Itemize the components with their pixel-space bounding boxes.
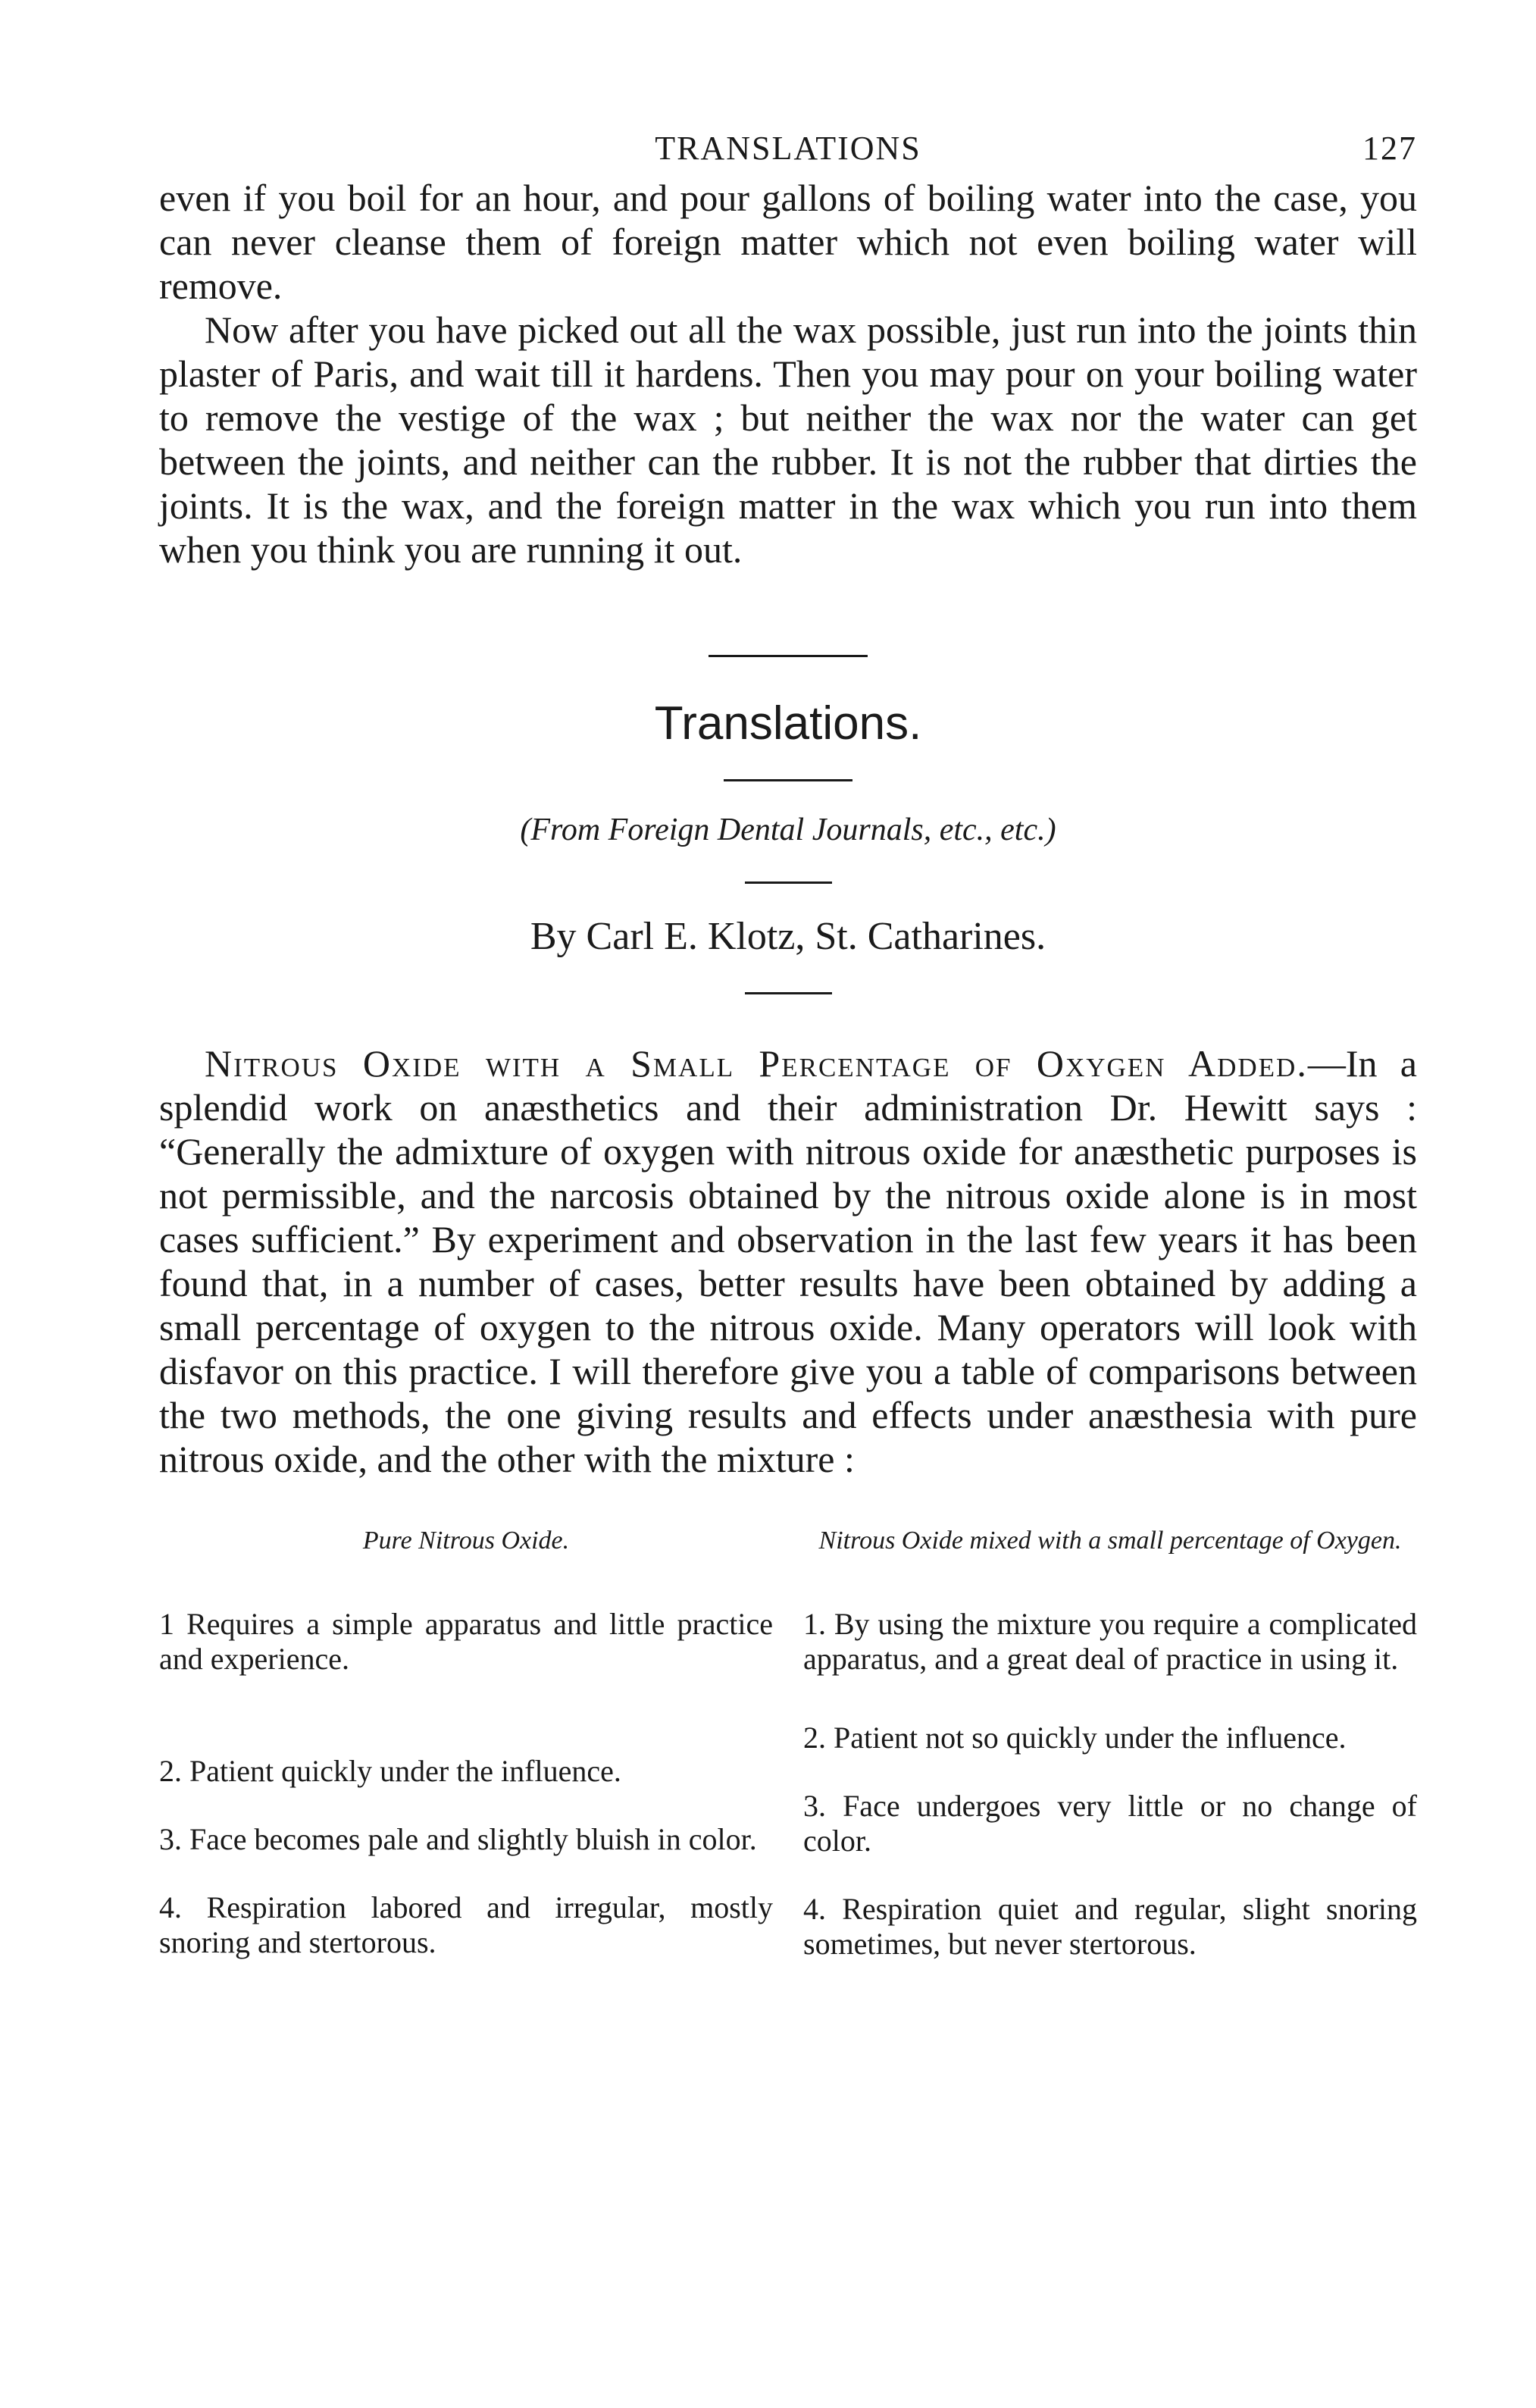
comparison-item: 3. Face undergoes very little or no change of color. xyxy=(803,1789,1417,1858)
comparison-item: 2. Patient not so quickly under the influence. xyxy=(803,1721,1347,1755)
column-heading: Pure Nitrous Oxide. xyxy=(362,1527,570,1555)
column-heading: Nitrous Oxide mixed with a small percentage of Oxygen. xyxy=(818,1527,1402,1555)
continued-paragraph: Now after you have picked out all the wax possible, just run into the joints thin plaster of Paris, and wait till it hardens. Then you may pour on your boiling water to remove the vestige of the wax ; but neither the wax nor the water can get between the joints, and neither can the rubber. It is not the rubber that dirties the joints. It is the wax, and the foreign matter in the wax which you run into them when you think you are running it out. xyxy=(159,308,1417,571)
section-title: Translations. xyxy=(654,697,922,750)
article-paragraph xyxy=(159,1041,1417,1481)
article-body: —In a splendid work on anæsthetics and their administration Dr. Hewitt says : “Generally the admixture of oxygen with nitrous oxide for anæsthetic purposes is not permissible, and the narcosis obtained by the nitrous oxide alone is in most cases sufficient.” By experiment and observation in the last few years it has been found that, in a number of cases, better results have been obtained by adding a small percentage of oxygen to the nitrous oxide. Many operators will look with disfavor on this practice. I will therefore give you a table of comparisons between the two methods, the one giving results and effects under anæsthesia with pure nitrous oxide, and the other with the mixture : xyxy=(159,1042,1417,1480)
continued-paragraph: even if you boil for an hour, and pour gallons of boiling water into the case, you can never cleanse them of foreign matter which not even boiling water will remove. xyxy=(159,177,1417,307)
comparison-item: 1. By using the mixture you require a complicated apparatus, and a great deal of practice in using it. xyxy=(803,1607,1417,1676)
source-line: (From Foreign Dental Journals, etc., etc.) xyxy=(520,813,1056,847)
comparison-item: 4. Respiration labored and irregular, mostly snoring and stertorous. xyxy=(159,1890,773,1959)
running-head-title: TRANSLATIONS xyxy=(655,130,921,167)
comparison-column-left xyxy=(159,1527,773,1962)
article-lead-in: Nitrous Oxide with a Small Percentage of Oxygen Added. xyxy=(205,1042,1308,1085)
comparison-item: 2. Patient quickly under the influence. xyxy=(159,1754,621,1788)
comparison-column-right xyxy=(803,1527,1417,1962)
comparison-item: 1 Requires a simple apparatus and little practice and experience. xyxy=(159,1607,773,1676)
byline: By Carl E. Klotz, St. Catharines. xyxy=(530,915,1046,958)
comparison-item: 4. Respiration quiet and regular, slight snoring sometimes, but never stertorous. xyxy=(803,1892,1417,1961)
comparison-item: 3. Face becomes pale and slightly bluish in color. xyxy=(159,1822,757,1856)
comparison-table xyxy=(159,1527,1417,1962)
running-head xyxy=(159,129,1417,174)
page-number: 127 xyxy=(1362,130,1417,167)
document-page xyxy=(159,129,1417,1962)
